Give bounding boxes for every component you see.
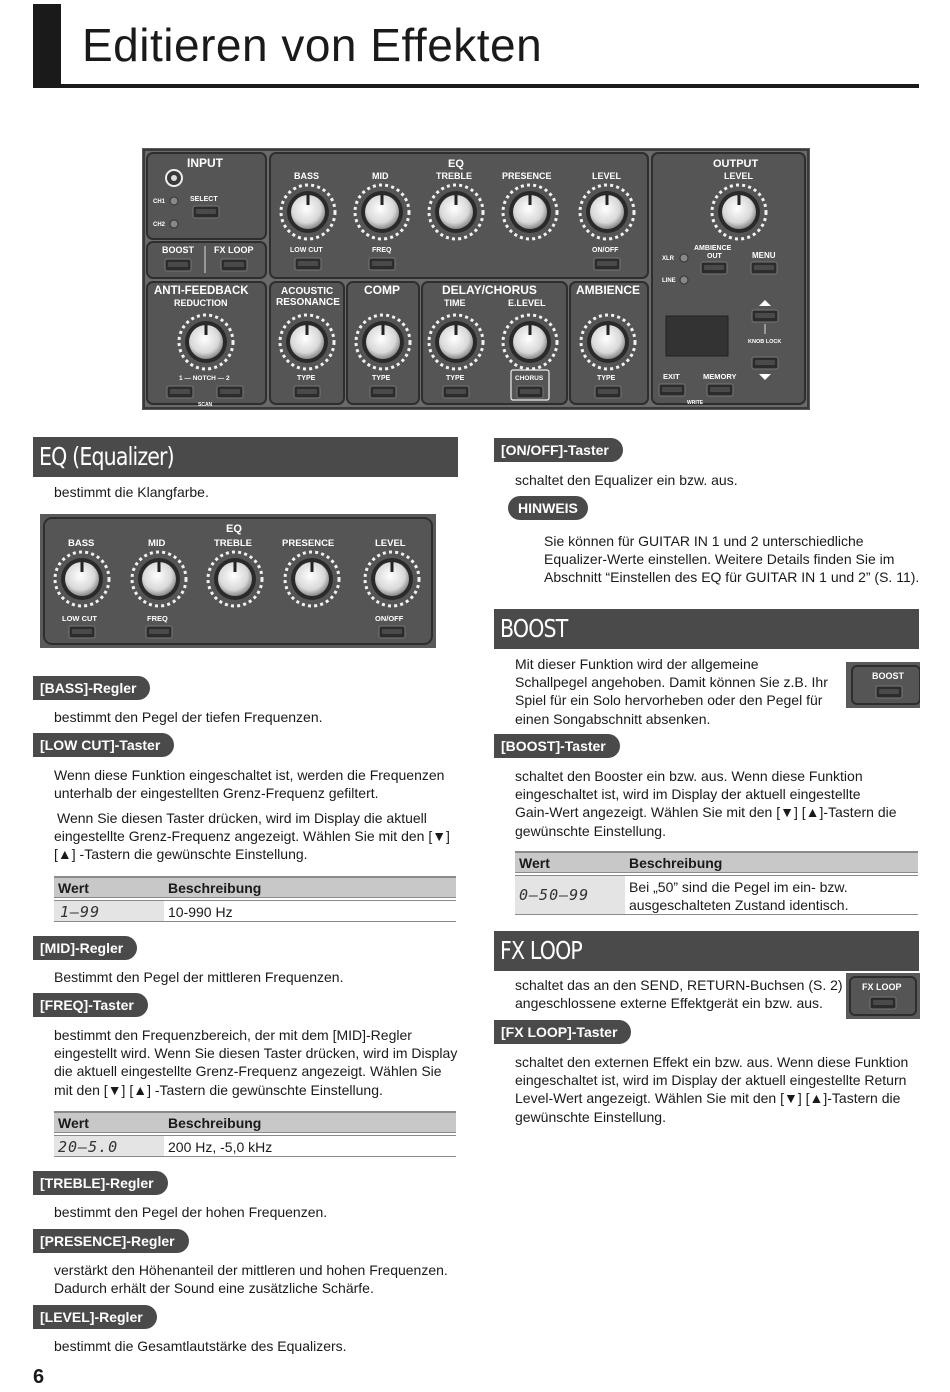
panel-scan-label: SCAN: [198, 402, 213, 408]
eq-panel-illustration: [40, 514, 436, 648]
table-row: [515, 875, 918, 915]
table-cell-desc: 200 Hz, -5,0 kHz: [168, 1139, 273, 1155]
lowcut-text-1b: unterhalb der eingestellten Grenz-Frequenz gefiltert.: [54, 785, 379, 802]
freq-text-d: mit den [▼] [▲] -Tastern die gewünschte Einstellung.: [54, 1081, 383, 1098]
level-regler-label: [LEVEL]-Regler: [33, 1305, 157, 1329]
lowcut-value-table: [54, 876, 456, 922]
panel-freq-label: FREQ: [372, 247, 392, 254]
fxloop-taster-text-a: schaltet den externen Effekt ein bzw. aus. Wenn diese Funktion: [515, 1054, 909, 1070]
boost-text-c: Spiel für ein Solo hervorheben oder den Pegel für: [515, 692, 823, 709]
panel-acoustic-label-2: RESONANCE: [276, 297, 340, 308]
freq-value-table: [54, 1111, 456, 1157]
hinweis-text-a: Sie können für GUITAR IN 1 und 2 unterschiedliche: [544, 533, 864, 549]
onoff-text: schaltet den Equalizer ein bzw. aus.: [515, 472, 738, 488]
panel-comp-type-label: TYPE: [372, 375, 391, 382]
fxloop-taster-text: [515, 1053, 908, 1126]
panel-input-label: INPUT: [187, 156, 223, 170]
fxloop-taster-text-c: Level-Wert angezeigt. Wählen Sie mit den [▼] [▲]-Tastern die: [515, 1090, 901, 1107]
table-cell-desc-a: Bei „50” sind die Pegel im ein- bzw.: [629, 879, 848, 895]
table-cell-value: 1–99: [54, 901, 164, 921]
table-col-wert: Wert: [519, 855, 550, 871]
eq-section-heading: EQ (Equalizer): [33, 437, 458, 477]
presence-text-b: Dadurch erhält der Sound eine zusätzliche Schärfe.: [54, 1280, 374, 1297]
panel-memory-label: MEMORY: [703, 372, 737, 381]
freq-text-b: eingestellt wird. Wenn Sie diesen Taster drücken, wird im Display: [54, 1045, 458, 1062]
lowcut-text-1a: Wenn diese Funktion eingeschaltet ist, werden die Frequenzen: [54, 767, 445, 783]
boost-taster-label: [BOOST]-Taster: [494, 734, 620, 758]
eq-panel-treble-label: TREBLE: [214, 538, 252, 549]
panel-acoustic-label-1: ACOUSTIC: [281, 286, 334, 297]
panel-output-level-label: LEVEL: [724, 171, 754, 181]
presence-text: [54, 1261, 448, 1297]
boost-text-a: Mit dieser Funktion wird der allgemeine: [515, 656, 759, 672]
panel-treble-label: TREBLE: [436, 171, 472, 181]
panel-bass-label: BASS: [294, 171, 320, 181]
boost-taster-text: [515, 767, 897, 840]
panel-ambience-type-label: TYPE: [597, 375, 616, 382]
eq-panel-bass-label: BASS: [68, 538, 95, 549]
level-text: bestimmt die Gesamtlautstärke des Equalizers.: [54, 1338, 347, 1354]
boost-mini-label: BOOST: [872, 671, 905, 681]
mid-regler-label: [MID]-Regler: [33, 936, 137, 960]
fxloop-taster-text-d: gewünschte Einstellung.: [515, 1108, 666, 1125]
table-header: [54, 1111, 456, 1133]
panel-exit-label: EXIT: [663, 372, 680, 381]
hinweis-text: [544, 532, 919, 587]
boost-taster-text-d: gewünschte Einstellung.: [515, 822, 666, 839]
panel-menu-label: MENU: [752, 251, 776, 260]
panel-presence-label: PRESENCE: [502, 171, 552, 181]
boost-text-b: Schallpegel angehoben. Damit können Sie z.B. Ihr: [515, 674, 828, 691]
boost-taster-text-c: Gain-Wert angezeigt. Wählen Sie mit den [▼] [▲]-Tastern die: [515, 804, 897, 821]
panel-output-label: OUTPUT: [713, 158, 759, 170]
treble-text: bestimmt den Pegel der hohen Frequenzen.: [54, 1204, 328, 1220]
panel-level-label: LEVEL: [592, 171, 622, 181]
eq-panel-lowcut-label: LOW CUT: [62, 614, 97, 623]
panel-delay-type-label: TYPE: [446, 375, 465, 382]
freq-text-c: die aktuell eingestellte Grenz-Frequenz angezeigt. Wählen Sie: [54, 1063, 442, 1080]
lowcut-text-2: [54, 809, 450, 864]
panel-line-label: LINE: [662, 278, 676, 284]
boost-taster-text-b: eingeschaltet ist, wird im Display der aktuell eingestellte: [515, 786, 861, 803]
panel-ch1-label: CH1: [153, 199, 166, 205]
treble-regler-label: [TREBLE]-Regler: [33, 1171, 168, 1195]
freq-taster-label: [FREQ]-Taster: [33, 993, 148, 1017]
panel-ambience-out-label-1: AMBIENCE: [694, 245, 732, 252]
table-row: [54, 900, 456, 922]
table-cell-desc: 10-990 Hz: [168, 904, 233, 920]
boost-taster-text-a: schaltet den Booster ein bzw. aus. Wenn diese Funktion: [515, 768, 863, 784]
panel-chorus-label: CHORUS: [515, 375, 544, 382]
table-cell-desc-b: ausgeschalteten Zustand identisch.: [629, 897, 849, 914]
fxloop-section-heading: FX LOOP: [494, 931, 919, 971]
panel-notch-label: 1 — NOTCH — 2: [179, 375, 230, 382]
bass-text: bestimmt den Pegel der tiefen Frequenzen.: [54, 709, 323, 725]
eq-panel-level-label: LEVEL: [375, 538, 406, 549]
eq-panel-presence-label: PRESENCE: [282, 538, 335, 549]
table-col-beschreibung: Beschreibung: [168, 880, 262, 896]
eq-panel-eq-label: EQ: [226, 523, 242, 535]
lowcut-text-2a: Wenn Sie diesen Taster drücken, wird im Display die aktuell: [57, 810, 427, 826]
fxloop-text-b: angeschlossene externe Effektgerät ein bzw. aus.: [515, 995, 823, 1012]
lowcut-taster-label: [LOW CUT]-Taster: [33, 733, 174, 757]
table-cell-value: 0–50–99: [515, 876, 625, 914]
table-cell-value: 20–5.0: [54, 1136, 164, 1156]
panel-lowcut-label: LOW CUT: [290, 247, 323, 254]
boost-value-table: [515, 851, 918, 915]
table-cell-desc: [629, 878, 848, 914]
eq-panel-mid-label: MID: [148, 538, 166, 549]
lowcut-text-2b: eingestellte Grenz-Frequenz angezeigt. Wählen Sie mit den [▼]: [54, 828, 450, 845]
boost-button-illustration: [846, 662, 920, 708]
eq-intro-text: bestimmt die Klangfarbe.: [54, 484, 209, 500]
hinweis-text-b: Equalizer-Werte einstellen. Weitere Details finden Sie im: [544, 551, 895, 568]
mid-text: Bestimmt den Pegel der mittleren Frequenzen.: [54, 969, 344, 985]
presence-regler-label: [PRESENCE]-Regler: [33, 1229, 189, 1253]
panel-antifeedback-label: ANTI-FEEDBACK: [154, 285, 249, 297]
presence-text-a: verstärkt den Höhenanteil der mittleren und hohen Frequenzen.: [54, 1262, 448, 1278]
panel-acoustic-type-label: TYPE: [297, 375, 316, 382]
table-col-beschreibung: Beschreibung: [168, 1115, 262, 1131]
table-col-beschreibung: Beschreibung: [629, 855, 723, 871]
fxloop-taster-text-b: eingeschaltet ist, wird im Display der aktuell eingestellte Return: [515, 1072, 907, 1089]
page-title: Editieren von Effekten: [82, 19, 543, 71]
table-col-wert: Wert: [58, 1115, 89, 1131]
hinweis-text-c: Abschnitt “Einstellen des EQ für GUITAR IN 1 und 2” (S. 11).: [544, 569, 920, 586]
fxloop-button-illustration: [846, 973, 920, 1019]
boost-text-d: einen Songabschnitt absenken.: [515, 710, 711, 727]
panel-eq-label: EQ: [448, 158, 464, 170]
panel-knoblock-label: KNOB LOCK: [748, 339, 782, 345]
fxloop-text-a: schaltet das an den SEND, RETURN-Buchsen (S. 2): [515, 977, 843, 993]
control-panel-illustration: [142, 148, 810, 410]
table-row: [54, 1135, 456, 1157]
bass-regler-label: [BASS]-Regler: [33, 676, 150, 700]
panel-ambience-label: AMBIENCE: [576, 283, 641, 297]
table-col-wert: Wert: [58, 880, 89, 896]
fxloop-taster-label: [FX LOOP]-Taster: [494, 1020, 631, 1044]
table-header: [54, 876, 456, 898]
panel-boost-label: BOOST: [162, 245, 195, 255]
hinweis-badge: HINWEIS: [508, 496, 588, 520]
table-header: [515, 851, 918, 873]
panel-comp-label: COMP: [364, 283, 400, 297]
eq-panel-onoff-label: ON/OFF: [375, 614, 404, 623]
panel-write-label: WRITE: [687, 400, 704, 406]
panel-reduction-label: REDUCTION: [174, 298, 228, 308]
panel-mid-label: MID: [372, 171, 389, 181]
panel-onoff-label: ON/OFF: [592, 247, 619, 254]
panel-fxloop-label: FX LOOP: [214, 245, 254, 255]
boost-section-heading: BOOST: [494, 609, 919, 649]
panel-ch2-label: CH2: [153, 222, 166, 228]
panel-elevel-label: E.LEVEL: [508, 298, 546, 308]
panel-time-label: TIME: [444, 298, 466, 308]
panel-ambience-out-label-2: OUT: [707, 253, 722, 260]
onoff-taster-label: [ON/OFF]-Taster: [494, 438, 623, 462]
freq-text: [54, 1026, 457, 1099]
panel-delaychorus-label: DELAY/CHORUS: [442, 283, 537, 297]
lowcut-text-2c: [▲] -Tastern die gewünschte Einstellung.: [54, 846, 308, 863]
panel-xlr-label: XLR: [662, 256, 674, 262]
fxloop-intro-text: [515, 976, 843, 1012]
page-number: 6: [33, 1366, 45, 1388]
lowcut-text-1: [54, 766, 444, 802]
title-rule: [33, 84, 919, 88]
boost-intro-text: [515, 655, 828, 728]
eq-panel-freq-label: FREQ: [147, 614, 168, 623]
freq-text-a: bestimmt den Frequenzbereich, der mit dem [MID]-Regler: [54, 1027, 412, 1043]
panel-select-label: SELECT: [190, 196, 218, 203]
fxloop-mini-label: FX LOOP: [862, 982, 902, 992]
title-bar-accent: [33, 4, 61, 86]
